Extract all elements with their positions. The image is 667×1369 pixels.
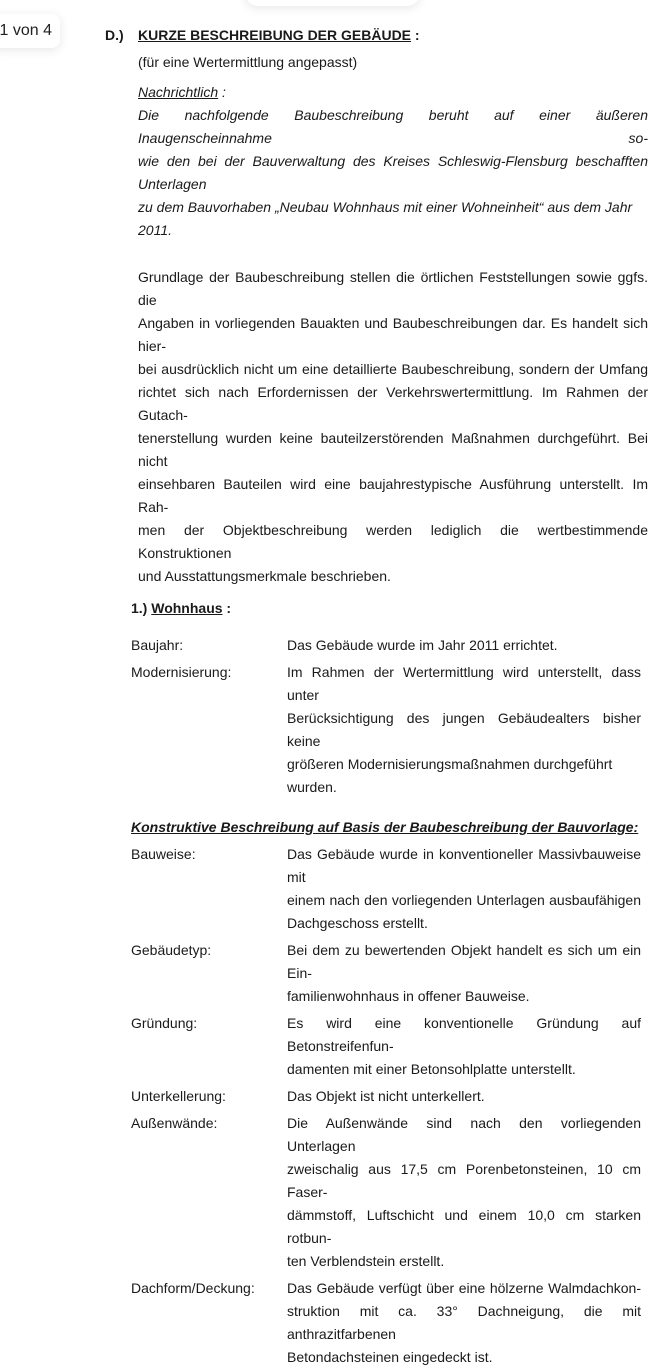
- note-label-text: Nachrichtlich: [138, 84, 219, 100]
- text-line: zu dem Bauvorhaben „Neubau Wohnhaus mit einer Wohneinheit“ aus dem Jahr 2011.: [138, 199, 633, 238]
- text-line: größeren Modernisierungsmaßnahmen durchgeführt wurden.: [287, 756, 613, 795]
- text-line: Grundlage der Baubeschreibung stellen die örtlichen Feststellungen sowie ggfs. die: [138, 269, 648, 308]
- page-indicator: 1 von 4: [0, 14, 60, 48]
- field-value: [287, 843, 641, 935]
- text-line: Angaben in vorliegenden Bauakten und Baubeschreibungen dar. Es handelt sich hier-: [138, 315, 648, 354]
- field-value: [287, 661, 641, 799]
- field-row: [131, 1277, 641, 1369]
- text-line: tenerstellung wurden keine bauteilzerstörenden Maßnahmen durchgeführt. Bei nicht: [138, 430, 648, 469]
- section-title-suffix: :: [411, 27, 420, 43]
- text-line: men der Objektbeschreibung werden lediglich die wertbestimmende Konstruktionen: [138, 522, 648, 561]
- text-line: richtet sich nach Erfordernissen der Verkehrswertermittlung. Im Rahmen der Gutach-: [138, 384, 648, 423]
- text-line: familienwohnhaus in offener Bauweise.: [287, 988, 530, 1004]
- text-line: Es wird eine konventionelle Gründung auf Betonstreifenfun-: [287, 1015, 641, 1054]
- construction-list: [0, 843, 667, 1369]
- section-title-text: KURZE BESCHREIBUNG DER GEBÄUDE: [138, 27, 412, 43]
- field-label: Unterkellerung:: [131, 1088, 226, 1104]
- note-text: [138, 104, 648, 242]
- field-label: Baujahr:: [131, 637, 184, 653]
- section-number: D.): [105, 27, 124, 43]
- subsection-number: 1.): [131, 600, 152, 616]
- field-row: [131, 843, 641, 935]
- field-label: Gründung:: [131, 1015, 198, 1031]
- text-line: bei ausdrücklich nicht um eine detaillierte Baubeschreibung, sondern der Umfang: [138, 361, 648, 377]
- construction-heading: Konstruktive Beschreibung auf Basis der Baubeschreibung der Bauvorlage:: [131, 819, 639, 835]
- intro-paragraph: [138, 266, 648, 588]
- text-line: struktion mit ca. 33° Dachneigung, die mit anthrazitfarbenen: [287, 1303, 641, 1342]
- text-line: Bei dem zu bewertenden Objekt handelt es sich um ein Ein-: [287, 942, 641, 981]
- field-value: [287, 939, 641, 1008]
- field-value: [287, 1012, 641, 1081]
- field-value: [287, 1085, 641, 1108]
- text-line: dämmstoff, Luftschicht und einem 10,0 cm starken rotbun-: [287, 1207, 641, 1246]
- text-line: Im Rahmen der Wertermittlung wird unterstellt, dass unter: [287, 664, 641, 703]
- field-label: Bauweise:: [131, 846, 196, 862]
- text-line: einem nach den vorliegenden Unterlagen ausbaufähigen: [287, 892, 641, 908]
- section-subtitle: (für eine Wertermittlung angepasst): [138, 54, 358, 70]
- section-heading: [105, 24, 667, 47]
- field-label: Außenwände:: [131, 1115, 218, 1131]
- section-title: [138, 24, 420, 47]
- text-line: Das Gebäude wurde im Jahr 2011 errichtet.: [287, 637, 558, 653]
- field-row: [131, 661, 641, 799]
- note-label-suffix: :: [218, 84, 226, 100]
- field-row: [131, 1112, 641, 1273]
- facts-list: [0, 634, 667, 799]
- text-line: Betondachsteinen eingedeckt ist.: [287, 1349, 493, 1365]
- field-label: Modernisierung:: [131, 664, 232, 680]
- text-line: Berücksichtigung des jungen Gebäudealters bisher keine: [287, 710, 641, 749]
- field-value: [287, 1277, 641, 1369]
- text-line: Das Gebäude verfügt über eine hölzerne Walmdachkon-: [287, 1280, 641, 1296]
- field-label: Dachform/Deckung:: [131, 1280, 255, 1296]
- text-line: Die Außenwände sind nach den vorliegenden Unterlagen: [287, 1115, 641, 1154]
- text-line: einsehbaren Bauteilen wird eine baujahrestypische Ausführung unterstellt. Im Rah-: [138, 476, 648, 515]
- text-line: damenten mit einer Betonsohlplatte unterstellt.: [287, 1061, 576, 1077]
- text-line: Dachgeschoss erstellt.: [287, 915, 428, 931]
- field-row: [131, 634, 641, 657]
- field-label: Gebäudetyp:: [131, 942, 212, 958]
- text-line: wie den bei der Bauverwaltung des Kreises Schleswig-Flensburg beschafften Unterlagen: [138, 153, 648, 192]
- text-line: Das Gebäude wurde in konventioneller Massivbauweise mit: [287, 846, 641, 885]
- text-line: und Ausstattungsmerkmale beschrieben.: [138, 568, 391, 584]
- text-line: Die nachfolgende Baubeschreibung beruht auf einer äußeren Inaugenscheinnahme so-: [138, 107, 648, 146]
- field-value: [287, 1112, 641, 1273]
- field-row: [131, 1012, 641, 1081]
- text-line: zweischalig aus 17,5 cm Porenbetonsteinen, 10 cm Faser-: [287, 1161, 641, 1200]
- text-line: ten Verblendstein erstellt.: [287, 1253, 445, 1269]
- field-value: [287, 634, 641, 657]
- text-line: Das Objekt ist nicht unterkellert.: [287, 1088, 485, 1104]
- field-row: [131, 939, 641, 1008]
- subsection-title: Wohnhaus: [151, 600, 223, 616]
- note-label: [138, 81, 648, 104]
- subsection-heading: [131, 597, 641, 620]
- field-row: [131, 1085, 641, 1108]
- subsection-suffix: :: [222, 600, 232, 616]
